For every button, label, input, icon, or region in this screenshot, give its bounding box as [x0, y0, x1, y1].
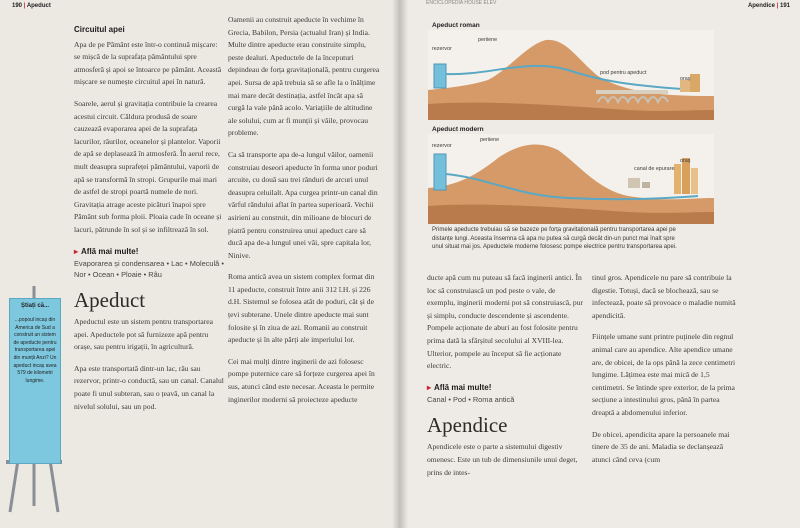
book-gutter: [392, 0, 408, 528]
right-column-2: [592, 272, 742, 475]
paragraph: Apeductul este un sistem pentru transportarea apei. Apeductele pot să furnizeze apă pentru orașe, sau pentru irigații, în agricultură.: [74, 317, 213, 352]
section-heading-apeduct: Apeduct: [74, 288, 146, 313]
label-city-modern: oraș: [680, 158, 691, 164]
learn-more-heading: ▸ Află mai multe!: [427, 382, 492, 392]
paragraph: Soarele, aerul și gravitația contribuie la crearea acestui circuit. Căldura produsă de soare cauzează evaporarea apei de la suprafața lacurilor, râurilor, oceanelor și plantelor. Vaporii de apă se deplasează în atmosferă. În aerul rece, mult deasupra suprafeței pământului, vaporii de apă se transformă în stropi. Grupurile mai mari de astfel de stropi poartă numele de nori. Gravitația atrage aceste picături înapoi spre Pământ sub forma ploii. Ploaia cade în oceane și lacuri, pătrunde în sol și se infiltrează în sol.: [74, 98, 222, 234]
label-pipes-modern: periiene: [480, 137, 500, 143]
left-running-head: 190 | Apeduct: [12, 3, 51, 9]
paragraph: Apa este transportată dintr-un lac, râu sau rezervor, printr-o conductă, sau un canal. Canalul poate fi unul subteran, sau o țeavă, un canal la nivelul solului, sau un pod.: [74, 363, 224, 411]
paragraph: Oamenii au construit apeducte în vechime în Grecia, Babilon, Persia (actualul Iran) și India. Multe dintre apeducte erau construite simplu, peste dealuri. Apeductele de la începuturi depindeau de forța gravitațională, pentru curgerea apei. Sursa de apă trebuia să se afle la o înălțime mai mare decât destinația, astfel încât apa să curgă la vale până acolo. Variațiile de altitudine ale solului, cum ar fi munții și văile, provocau probleme.: [228, 15, 380, 138]
did-you-know-sidebar: [4, 284, 68, 514]
paragraph: ducte apă cum nu puteau să facă inginerii antici. În loc să construiască un pod peste o vale, de exemplu, inginerii moderni pot să construiască, pur și simplu, conducte descendente și ascendente. Pompele acționate de aburi au fost folosite pentru prima dată la sfârșitul secolului al XVIII-lea. Ulterior, pompele au început să fie acționate electric.: [427, 273, 584, 371]
diagram-title-roman: Apeduct roman: [432, 22, 480, 29]
label-treatment-modern: canal de epurare: [634, 166, 675, 172]
right-running-head-book: ENCICLOPEDIA HOUSE ELEV: [426, 0, 497, 6]
roman-aqueduct-illustration: [428, 30, 714, 120]
modern-aqueduct-illustration: [428, 134, 714, 224]
learn-more-links[interactable]: Canal • Pod • Roma antică: [427, 395, 515, 405]
sidebar-title: Știați că...: [20, 303, 49, 309]
left-running-title: Apeduct: [26, 3, 51, 9]
sidebar-text: ...popoul incaș din America de Sud a construit un sistem de apeducte pentru transportarea apei din munții Anzi? Un apeduct incaș avea 579 de kilometri lungime.: [13, 317, 57, 384]
paragraph: tinul gros. Apendicele nu pare să contribuie la digestie. Totuși, dacă se blochează, sau se infectează, poate să provoace o maladie numită apendicită.: [592, 273, 736, 320]
diagram-caption: Primele apeducte trebuiau să se bazeze pe forța gravitațională pentru transportarea apei pe distanțe lungi. Aceasta însemna că apa nu putea să curgă decât din-un punct mai înalt spre unul situat mai jos. Apeductele moderne folosesc pompe electrice pentru transportarea apei.: [432, 227, 677, 251]
label-city-roman: oraș: [680, 76, 691, 82]
right-folio: 191: [779, 3, 790, 9]
paragraph: Apa de pe Pământ este într-o continuă mișcare: se mișcă de la suprafața pământului spre atmosferă și apoi se întoarce pe pământ. Această mișcare se numește circuitul apei în natură.: [74, 39, 222, 87]
left-column-2: [228, 14, 380, 415]
paragraph: De obicei, apendicita apare la persoanele mai tinere de 35 de ani. Maladia se declanșează atunci când ceva (cum: [592, 429, 730, 464]
paragraph: Apendicele este o parte a sistemului digestiv omenesc. Este un tub de dimensiunile unui deget, prins de intes-: [427, 442, 578, 477]
right-running-head: Apendice | 191: [747, 3, 790, 9]
paragraph: Cei mai mulți dintre inginerii de azi folosesc pompe puternice care să forțeze curgerea apei în sus, atunci când este necesar. Aceasta le permite inginerilor moderni să proiecteze apeducte: [228, 356, 375, 404]
label-pipes-roman: periiene: [478, 37, 498, 43]
label-reservoir-roman: rezervor: [432, 46, 452, 52]
arrow-icon: ▸: [74, 246, 79, 256]
subheading-water-cycle: Circuitul apei: [74, 25, 125, 34]
label-reservoir-modern: rezervor: [432, 143, 452, 149]
sidebar-board: [9, 298, 61, 464]
paragraph: Ființele umane sunt printre puținele din regnul animal care au apendice. Alte apendice umane are, de obicei, de la ops până la zece centimetri lungime. Lățimea este mai mică de 1,5 centimetri. Se întinde spre exterior, de la prima secțiune a intestinului gros, până în partea dreaptă a abdomenului inferior.: [592, 332, 736, 417]
paragraph: Ca să transporte apa de-a lungul văilor, oamenii construiau deseori apeducte în forma unor poduri arcuite, cu două sau trei rânduri de arcuri unul deasupra celuilalt. Apa curgea printr-un canal din vârful rândului aflat în partea superioară. Vechii asirieni au construit, din milioane de blocuri de piatră pentru construirea unui apeduct care să ducă apa de-a lungul unei văi, spre capitala lor, Ninive.: [228, 149, 378, 260]
left-column-1: [74, 24, 224, 422]
left-folio: 190: [12, 3, 23, 9]
learn-more-heading: ▸ Află mai multe!: [74, 246, 139, 256]
section-heading-apendice: Apendice: [427, 413, 508, 438]
diagram-title-modern: Apeduct modern: [432, 126, 484, 133]
label-bridge-roman: pod pentru apeduct: [600, 70, 647, 76]
arrow-icon: ▸: [427, 382, 432, 392]
right-column-1: [427, 272, 585, 488]
right-running-title: Apendice: [747, 3, 775, 9]
learn-more-links[interactable]: Evaporarea și condensarea • Lac • Moleculă • Nor • Ocean • Ploaie • Râu: [74, 259, 224, 280]
paragraph: Roma antică avea un sistem complex format din 11 apeducte, construit între anii 312 î.H. și 226 d.H. Sistemul se folosea atât de poduri, cât și de țevi subterane. Unele dintre apeducte mai sunt folosite și în ziua de azi. Romanii au construit apeducte și în alte părți ale imperiului lor.: [228, 272, 375, 345]
